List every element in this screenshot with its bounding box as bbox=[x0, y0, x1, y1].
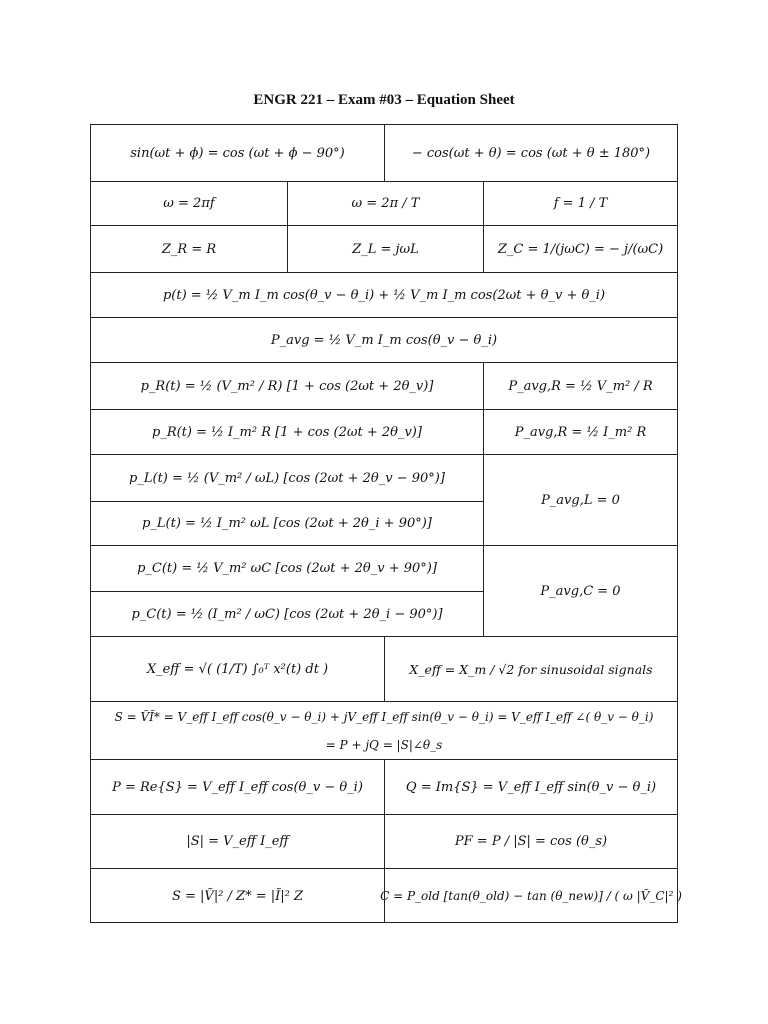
equation-pl-current: p_L(t) = ½ I_m² ωL [cos (2ωt + 2θ_i + 90°)] bbox=[142, 516, 432, 531]
equation-q-imag: Q = Im{S} = V_eff I_eff sin(θ_v − θ_i) bbox=[384, 760, 677, 814]
table-row bbox=[91, 545, 677, 636]
equation-s-impedance: S = |Ṽ|² / Z* = |Ĩ|² Z bbox=[171, 888, 304, 904]
equation-pavg-r-current: P_avg,R = ½ I_m² R bbox=[483, 410, 677, 454]
equation-omega-t: ω = 2π / T bbox=[287, 182, 483, 225]
table-row bbox=[91, 125, 677, 181]
table-row bbox=[91, 409, 677, 454]
equation-z-l: Z_L = jωL bbox=[287, 226, 483, 272]
equation-pavg-c: P_avg,C = 0 bbox=[483, 546, 677, 636]
equation-s-line-2: = P + jQ = |S|∠θ_s bbox=[325, 737, 443, 752]
table-row bbox=[91, 701, 677, 759]
equation-p-avg: P_avg = ½ V_m I_m cos(θ_v − θ_i) bbox=[270, 332, 498, 348]
page-title: ENGR 221 – Exam #03 – Equation Sheet bbox=[253, 92, 515, 108]
equation-z-r: Z_R = R bbox=[161, 241, 217, 257]
table-row bbox=[91, 181, 677, 225]
equation-s-line-1: S = ṼĨ* = V_eff I_eff cos(θ_v − θ_i) + jV_eff I_eff sin(θ_v − θ_i) = V_eff I_eff ∠( θ_v − θ_i) bbox=[114, 709, 654, 724]
table-row bbox=[91, 814, 677, 868]
equation-x-eff-sinusoidal: X_eff = X_m / √2 for sinusoidal signals bbox=[384, 637, 677, 701]
equation-capacitor-correction: C = P_old [tan(θ_old) − tan (θ_new)] / ( ω |Ṽ_C|² ) bbox=[384, 869, 677, 923]
equation-pc-voltage: p_C(t) = ½ V_m² ωC [cos (2ωt + 2θ_v + 90°)] bbox=[137, 561, 437, 576]
equation-pavg-l: P_avg,L = 0 bbox=[483, 455, 677, 545]
table-row bbox=[91, 454, 677, 545]
equation-neg-cos: − cos(ωt + θ) = cos (ωt + θ ± 180°) bbox=[384, 125, 677, 181]
table-row bbox=[91, 317, 677, 362]
table-row bbox=[91, 272, 677, 317]
equation-omega-f: ω = 2πf bbox=[163, 196, 215, 211]
table-row bbox=[91, 362, 677, 409]
table-row bbox=[91, 225, 677, 272]
equation-x-eff: X_eff = √( (1/T) ∫₀ᵀ x²(t) dt ) bbox=[146, 661, 329, 677]
equation-table bbox=[90, 124, 682, 923]
equation-power-factor: PF = P / |S| = cos (θ_s) bbox=[384, 815, 677, 868]
equation-p-real: P = Re{S} = V_eff I_eff cos(θ_v − θ_i) bbox=[112, 779, 363, 795]
equation-pc-current: p_C(t) = ½ (I_m² / ωC) [cos (2ωt + 2θ_i − 90°)] bbox=[131, 606, 443, 622]
equation-sin-phase: sin(ωt + ϕ) = cos (ωt + ϕ − 90°) bbox=[130, 145, 345, 161]
equation-pr-current: p_R(t) = ½ I_m² R [1 + cos (2ωt + 2θ_v)] bbox=[152, 424, 422, 440]
table-row bbox=[91, 759, 677, 814]
equation-pl-voltage: p_L(t) = ½ (V_m² / ωL) [cos (2ωt + 2θ_v − 90°)] bbox=[129, 470, 445, 486]
equation-p-t: p(t) = ½ V_m I_m cos(θ_v − θ_i) + ½ V_m I_m cos(2ωt + θ_v + θ_i) bbox=[162, 287, 606, 303]
equation-z-c: Z_C = 1/(jωC) = − j/(ωC) bbox=[483, 226, 677, 272]
equation-pr-voltage: p_R(t) = ½ (V_m² / R) [1 + cos (2ωt + 2θ_v)] bbox=[140, 378, 434, 394]
table-row bbox=[91, 868, 682, 923]
equation-pavg-r-voltage: P_avg,R = ½ V_m² / R bbox=[483, 363, 677, 409]
equation-s-magnitude: |S| = V_eff I_eff bbox=[186, 834, 289, 849]
complex-power-equation bbox=[91, 702, 677, 759]
table-row bbox=[91, 636, 677, 701]
equation-f-t: f = 1 / T bbox=[483, 182, 677, 225]
